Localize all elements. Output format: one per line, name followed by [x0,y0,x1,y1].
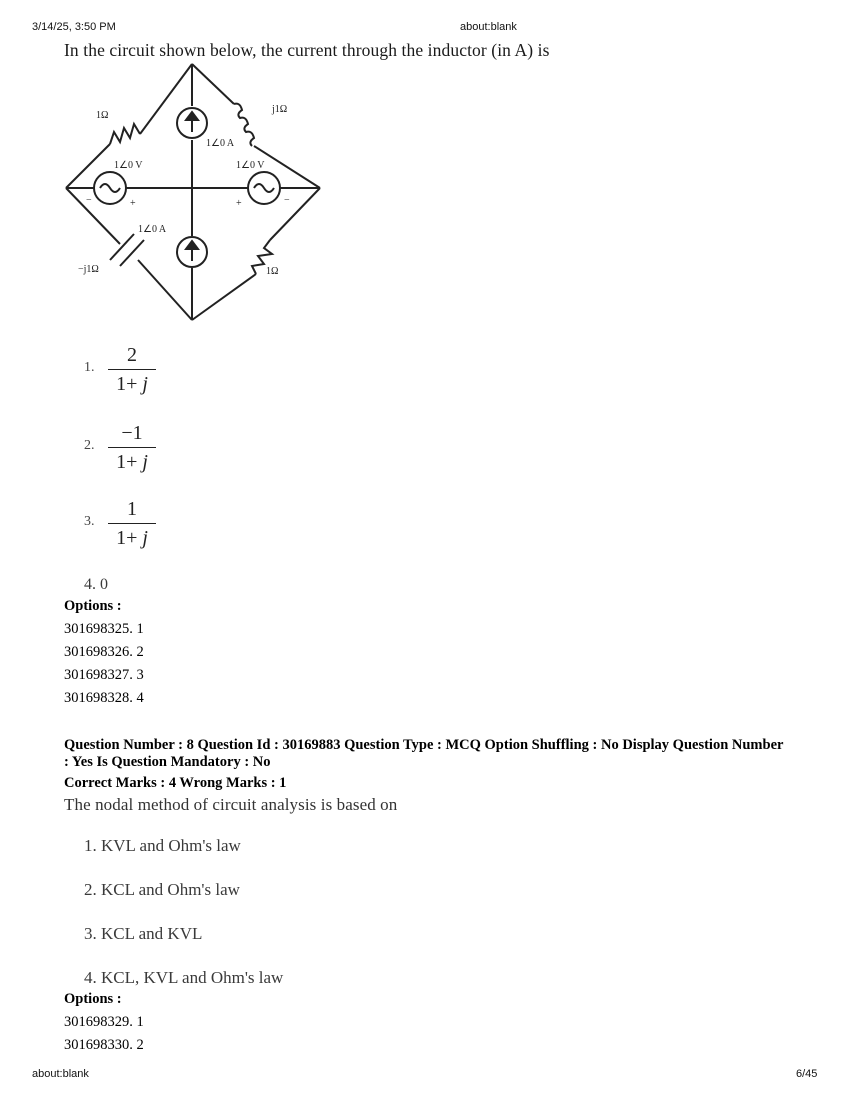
print-page-title: about:blank [460,21,517,33]
option-id-3: 301698327. 3 [64,667,144,683]
print-footer-url: about:blank [32,1068,89,1080]
polarity-left-minus: − [86,195,92,206]
question-8-marks: Correct Marks : 4 Wrong Marks : 1 [64,775,287,791]
polarity-right-plus: + [236,198,242,209]
option-id-1: 301698325. 1 [64,621,144,637]
voltage-source-left [94,172,126,204]
q8-option-id-2: 301698330. 2 [64,1037,144,1053]
q8-option-3: 3. KCL and KVL [84,924,203,943]
print-page-number: 6/45 [796,1068,818,1080]
q8-options-label: Options : [64,991,122,1007]
inductor-symbol [234,104,254,146]
label-capacitor: −j1Ω [78,264,99,275]
polarity-left-plus: + [130,198,136,209]
option-id-4: 301698328. 4 [64,690,144,706]
resistor-1-ohm-symbol [110,124,140,144]
q8-option-4: 4. KCL, KVL and Ohm's law [84,968,284,987]
q8-option-2: 2. KCL and Ohm's law [84,880,240,899]
q8-option-1: 1. KVL and Ohm's law [84,836,241,855]
question-7-text: In the circuit shown below, the current through the inductor (in A) is [64,40,550,60]
label-r-bottom-right: 1Ω [266,266,279,277]
question-8-meta: Question Number : 8 Question Id : 30169883 Question Type : MCQ Option Shuffling : No Display Question Number : Yes Is Question Mandatory : No [64,737,784,770]
label-cs-top: 1∠0 A [206,138,235,149]
option-id-2: 301698326. 2 [64,644,144,660]
q7-option-4: 4. 0 [84,576,108,593]
label-vs-right: 1∠0 V [236,160,265,171]
q8-option-id-1: 301698329. 1 [64,1014,144,1030]
current-source-top [177,108,207,138]
voltage-source-right [248,172,280,204]
label-inductor: j1Ω [272,104,288,115]
question-8-text: The nodal method of circuit analysis is based on [64,795,398,814]
print-datetime: 3/14/25, 3:50 PM [32,21,116,33]
label-r-top-left: 1Ω [96,110,109,121]
circuit-diagram [58,60,328,328]
label-cs-bottom: 1∠0 A [138,224,167,235]
polarity-right-minus: − [284,195,290,206]
options-label: Options : [64,598,122,614]
label-vs-left: 1∠0 V [114,160,143,171]
current-source-bottom [177,237,207,267]
